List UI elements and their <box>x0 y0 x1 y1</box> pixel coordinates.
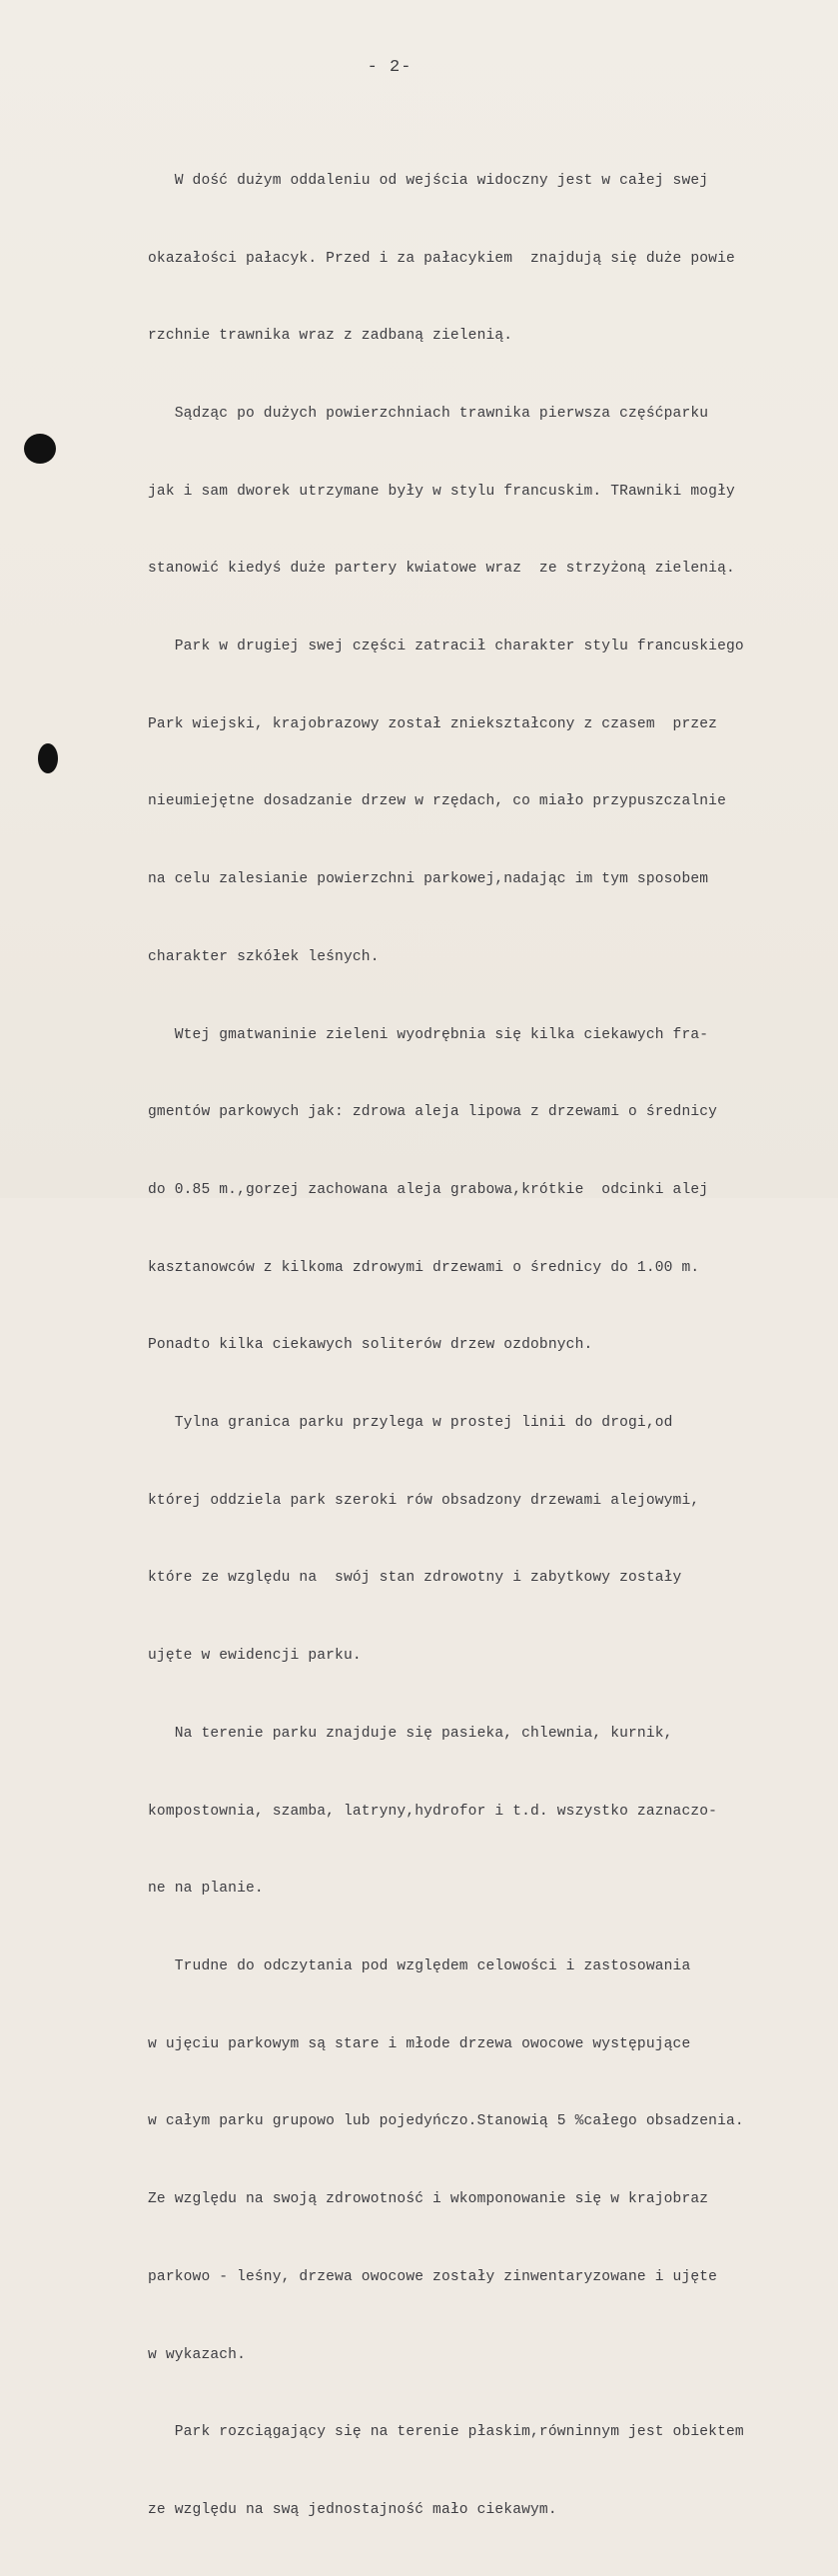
text-line: okazałości pałacyk. Przed i za pałacykiem znajdują się duże powie <box>148 250 735 267</box>
text-line: kasztanowców z kilkoma zdrowymi drzewami o średnicy do 1.00 m. <box>148 1259 700 1276</box>
text-line: w całym parku grupowo lub pojedyńczo.Stanowią 5 %całego obsadzenia. <box>148 2113 744 2130</box>
text-line: nieumiejętne dosadzanie drzew w rzędach, co miało przypuszczalnie <box>148 793 726 810</box>
text-line: ne na planie. <box>148 1881 264 1898</box>
text-line: której oddziela park szeroki rów obsadzony drzewami alejowymi, <box>148 1492 700 1509</box>
text-line: stanowić kiedyś duże partery kwiatowe wraz ze strzyżoną zielenią. <box>148 561 735 578</box>
text-line: rzchnie trawnika wraz z zadbaną zielenią. <box>148 328 513 345</box>
text-line: Sądząc po dużych powierzchniach trawnika pierwsza częśćparku <box>148 405 709 422</box>
page-number: - 2- <box>367 58 413 77</box>
text-line: W dość dużym oddaleniu od wejścia widoczny jest w całej swej <box>148 172 709 189</box>
text-line: do 0.85 m.,gorzej zachowana aleja grabowa,krótkie odcinki alej <box>148 1181 709 1198</box>
text-line: charakter szkółek leśnych. <box>148 948 380 965</box>
text-line: Ze względu na swoją zdrowotność i wkomponowanie się w krajobraz <box>148 2191 709 2208</box>
text-line: Park rozciągający się na terenie płaskim,równinnym jest obiektem <box>148 2424 744 2441</box>
text-line: w wykazach. <box>148 2346 246 2363</box>
text-line: parkowo - leśny, drzewa owocowe zostały zinwentaryzowane i ujęte <box>148 2268 718 2285</box>
text-line: na celu zalesianie powierzchni parkowej,nadając im tym sposobem <box>148 871 709 888</box>
text-line: Trudne do odczytania pod względem celowości i zastosowania <box>148 1957 691 1974</box>
text-line: Ponadto kilka ciekawych soliterów drzew ozdobnych. <box>148 1337 593 1354</box>
text-line: Park wiejski, krajobrazowy został zniekształcony z czasem przez <box>148 715 718 732</box>
text-line: które ze względu na swój stan zdrowotny i zabytkowy zostały <box>148 1570 682 1587</box>
text-line: kompostownia, szamba, latryny,hydrofor i t.d. wszystko zaznaczo- <box>148 1803 718 1820</box>
text-line: ze względu na swą jednostajność mało ciekawym. <box>148 2501 557 2518</box>
text-line: gmentów parkowych jak: zdrowa aleja lipowa z drzewami o średnicy <box>148 1104 718 1121</box>
text-line: Tylna granica parku przylega w prostej linii do drogi,od <box>148 1415 673 1432</box>
text-line: Na terenie parku znajduje się pasieka, chlewnia, kurnik, <box>148 1725 673 1742</box>
body-text <box>148 117 837 2576</box>
punch-hole <box>38 743 58 773</box>
text-line: jak i sam dworek utrzymane były w stylu francuskim. TRawniki mogły <box>148 483 735 500</box>
text-line: ujęte w ewidencji parku. <box>148 1648 362 1665</box>
punch-hole <box>24 434 56 464</box>
text-line: Park w drugiej swej części zatracił charakter stylu francuskiego <box>148 639 744 655</box>
text-line: w ujęciu parkowym są stare i młode drzewa owocowe występujące <box>148 2035 691 2052</box>
text-line: Wtej gmatwaninie zieleni wyodrębnia się kilka ciekawych fra- <box>148 1026 709 1043</box>
